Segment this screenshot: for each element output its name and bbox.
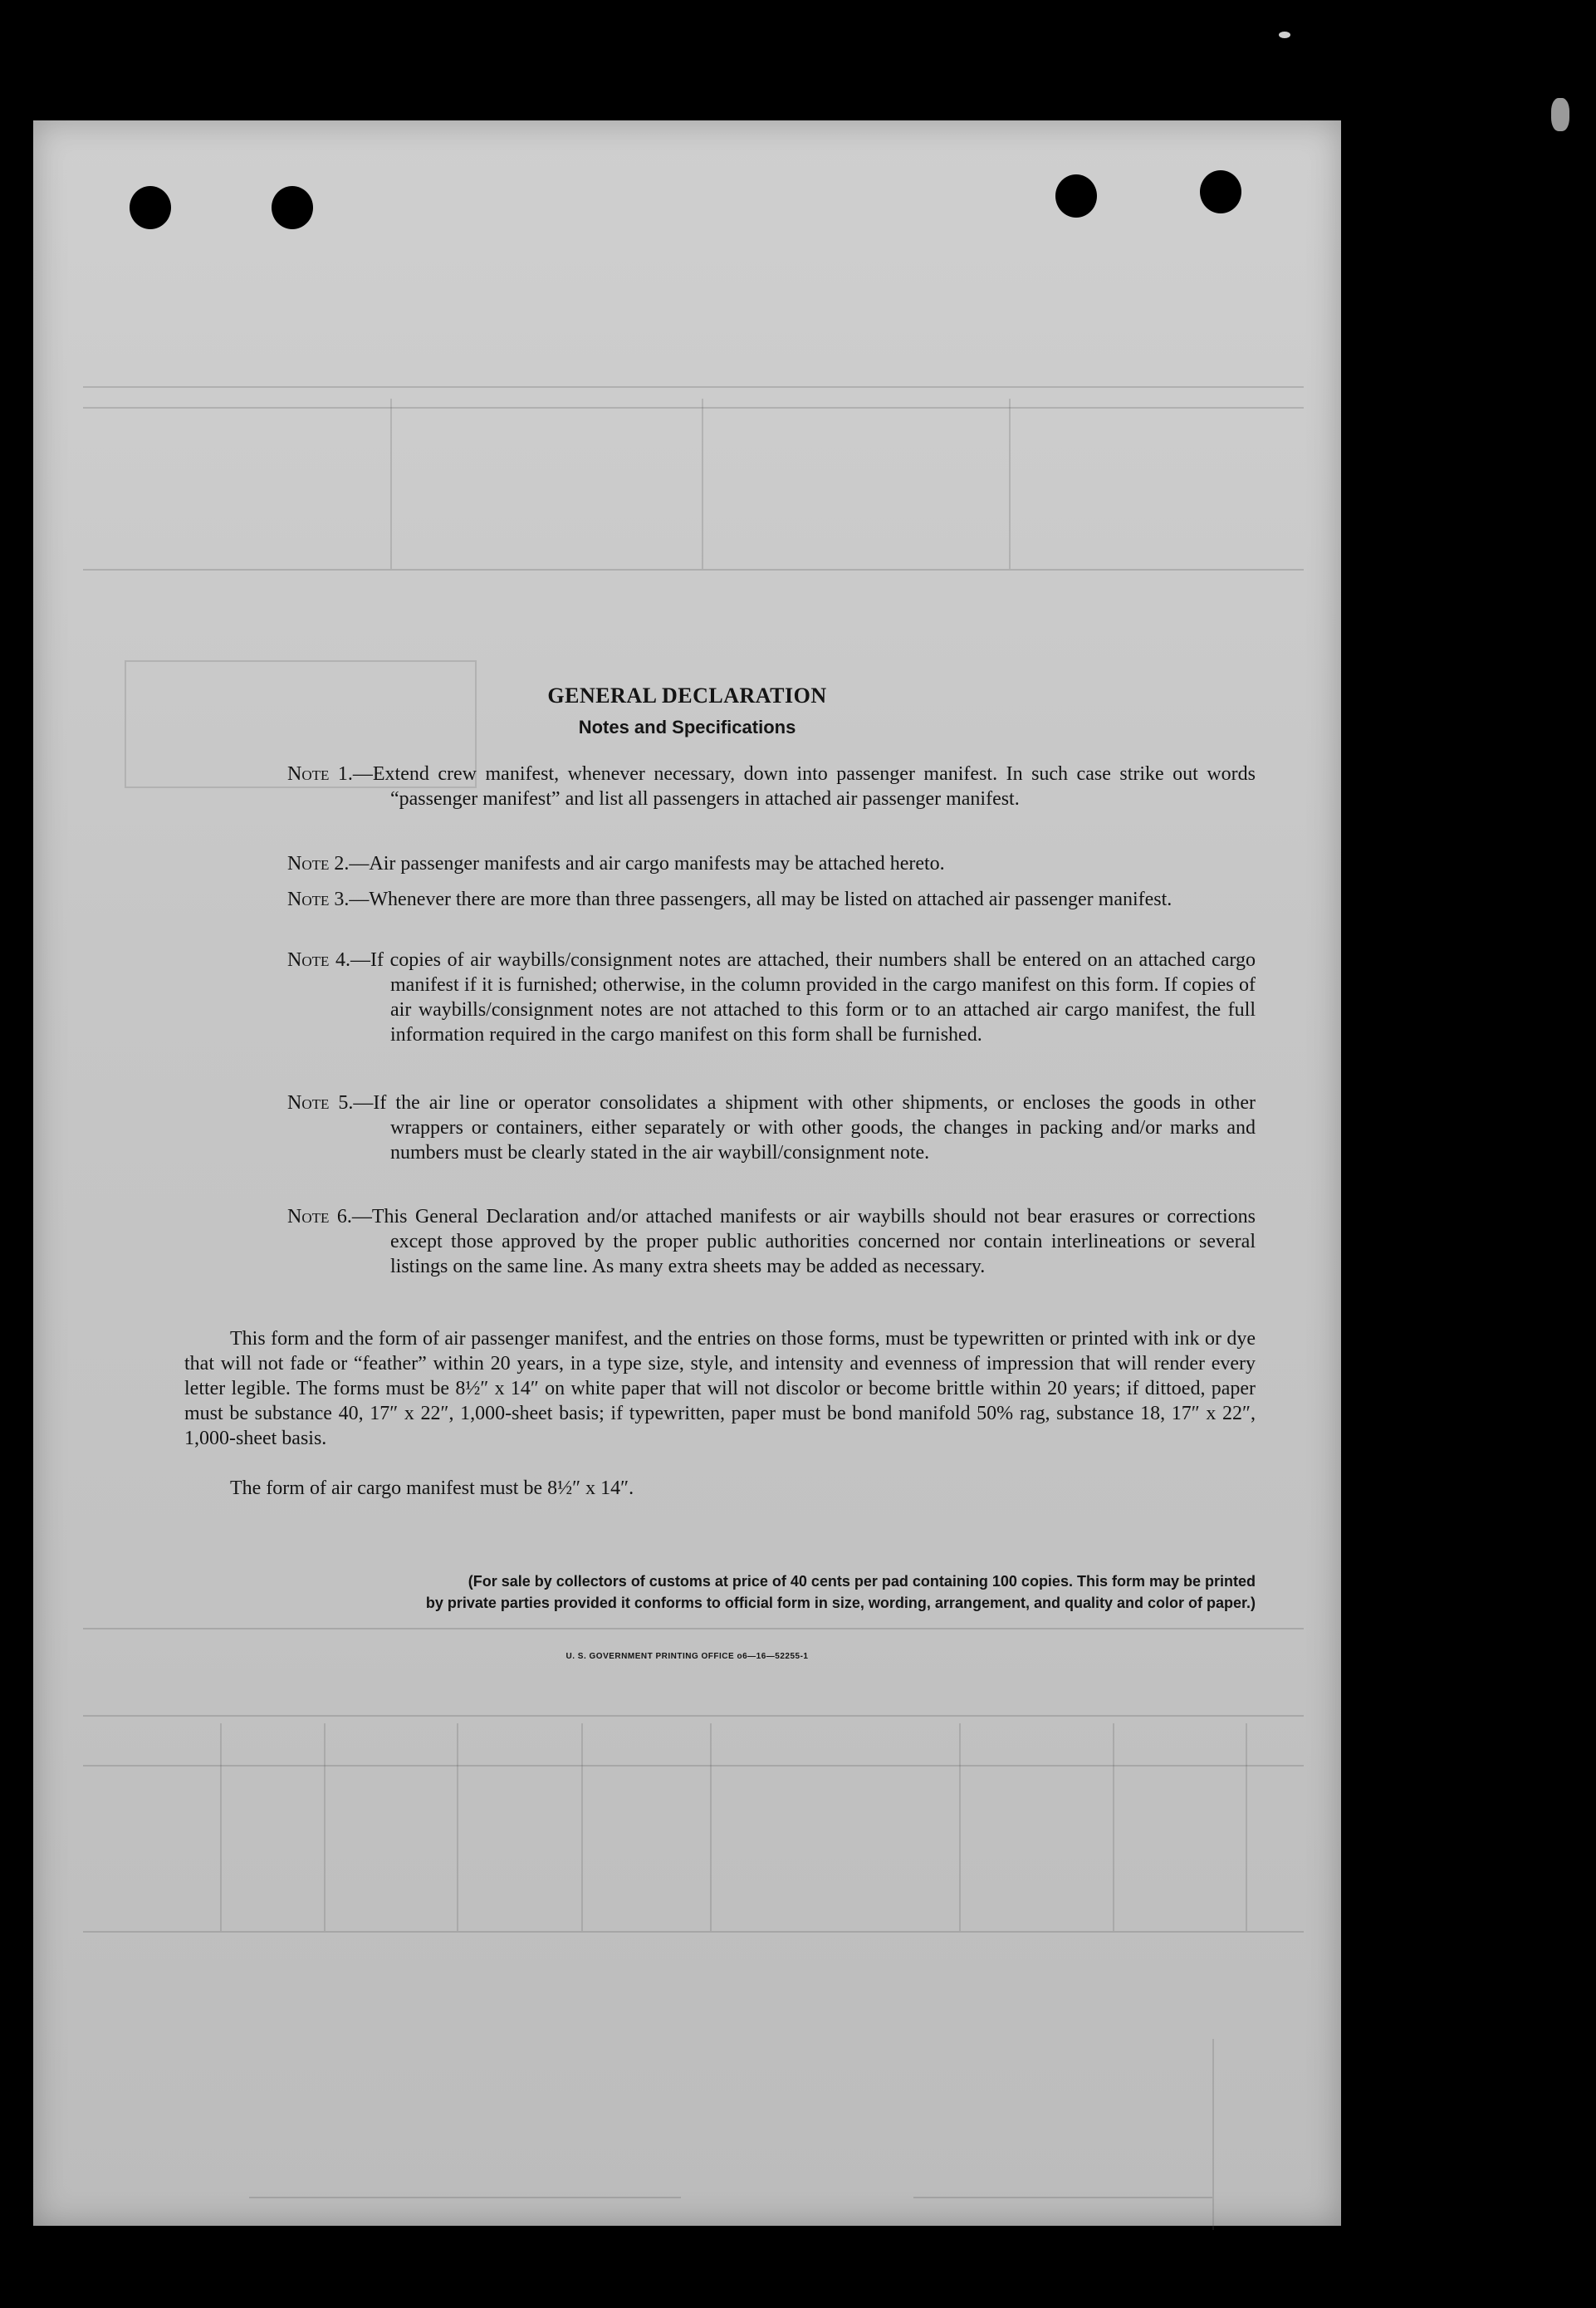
note-text: —Whenever there are more than three passengers, all may be listed on attached air passenger manifest. (349, 889, 1173, 910)
cargo-manifest-size-paragraph: The form of air cargo manifest must be 8½″ x 14″. (230, 1477, 634, 1499)
note-text: —This General Declaration and/or attached manifests or air waybills should not bear erasures or corrections except those approved by the proper public authorities concerned nor contain interlineations or several listings on the same line. As many extra sheets may be added as necessary. (351, 1206, 1256, 1277)
note-label: Note 2. (287, 853, 350, 875)
note-label: Note 6. (287, 1206, 352, 1228)
form-specification-paragraph: This form and the form of air passenger manifest, and the entries on those forms, must be typewritten or printed with ink or dye that will not fade or “feather” within 20 years, in a type size, style, and intensity and evenness of impression that will render every letter legible. The forms must be 8½″ x 14″ on white paper that will not discolor or become brittle within 20 years; if dittoed, paper must be substance 40, 17″ x 22″, 1,000-sheet basis; if typewritten, paper must be bond manifold 50% rag, substance 18, 17″ x 22″, 1,000-sheet basis. (184, 1328, 1256, 1449)
note-5 (184, 1090, 1256, 1165)
note-3 (184, 887, 1256, 912)
note-4 (184, 948, 1256, 1047)
sale-notice-line-2: by private parties provided it conforms to official form in size, wording, arrangement, and quality and color of paper.) (425, 1595, 1256, 1611)
note-label: Note 1. (287, 763, 353, 785)
stray-mark (1551, 98, 1569, 131)
note-label: Note 5. (287, 1092, 354, 1114)
document-page (33, 120, 1341, 2226)
stray-mark (1279, 32, 1290, 38)
printer-imprint: U. S. GOVERNMENT PRINTING OFFICE o6—16—52255-1 (565, 1652, 809, 1661)
note-text: —Air passenger manifests and air cargo manifests may be attached hereto. (349, 853, 945, 875)
notes-and-specifications (33, 120, 1341, 2226)
page-title: GENERAL DECLARATION (547, 684, 827, 708)
sale-notice-line-1: (For sale by collectors of customs at price of 40 cents per pad containing 100 copies. This form may be printed (468, 1573, 1256, 1590)
note-6 (184, 1204, 1256, 1279)
note-2 (184, 851, 1256, 876)
note-text: —If copies of air waybills/consignment notes are attached, their numbers shall be entered on an attached cargo manifest if it is furnished; otherwise, in the column provided in the cargo manifest on this form. If copies of air waybills/consignment notes are not attached to this form or to an attached air cargo manifest, the full information required in the cargo manifest on this form shall be furnished. (350, 949, 1256, 1046)
note-1 (184, 762, 1256, 811)
note-label: Note 3. (287, 889, 350, 910)
note-text: —Extend crew manifest, whenever necessary, down into passenger manifest. In such case strike out words “passenger manifest” and list all passengers in attached air passenger manifest. (352, 763, 1256, 810)
note-label: Note 4. (287, 949, 351, 971)
page-subtitle: Notes and Specifications (578, 717, 796, 737)
note-text: —If the air line or operator consolidates a shipment with other shipments, or encloses the goods in other wrappers or containers, either separately or with other goods, the changes in packing and/or marks and numbers must be clearly stated in the air waybill/consignment note. (353, 1092, 1256, 1164)
